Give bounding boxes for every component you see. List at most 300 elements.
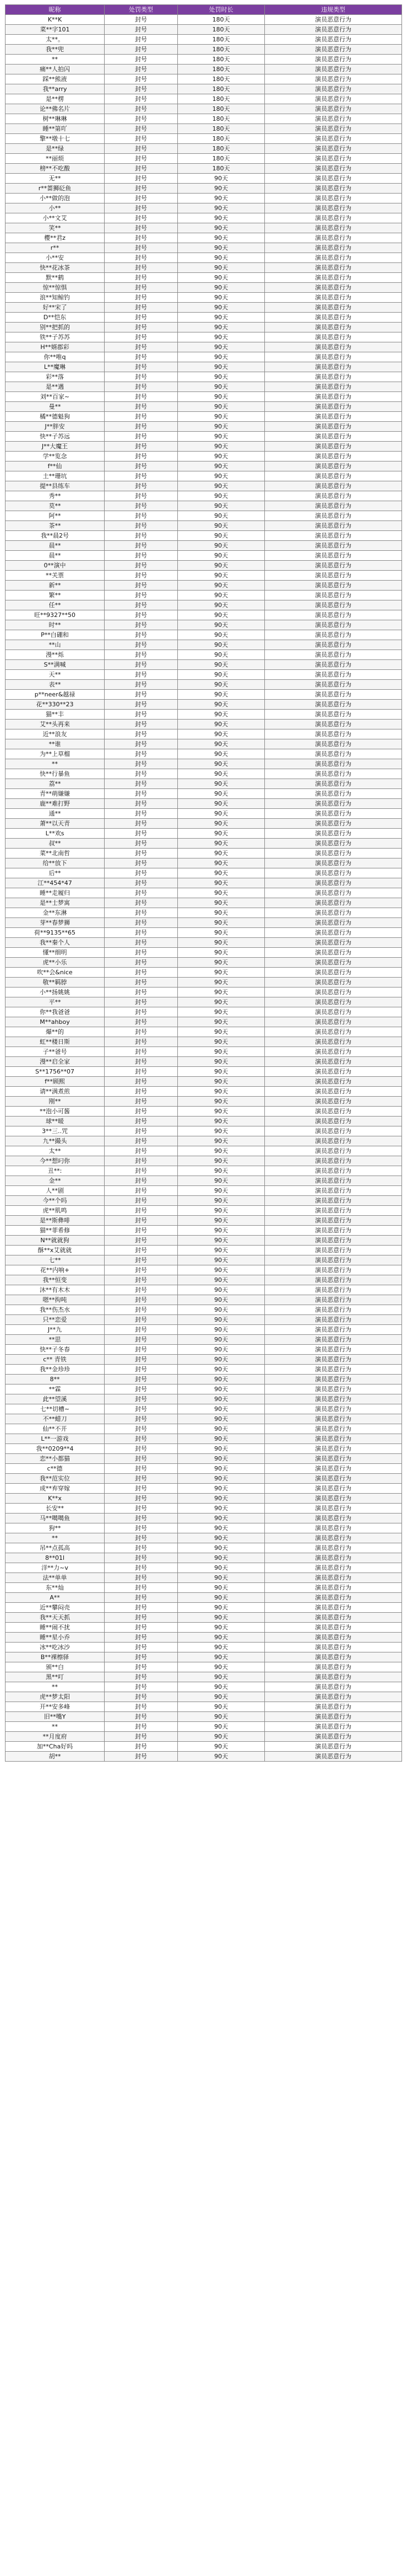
cell-duration: 90天	[178, 1434, 265, 1444]
cell-violation-type: 演员恶意行为	[265, 15, 402, 25]
table-row	[6, 1514, 402, 1523]
table-row	[6, 412, 402, 422]
table-row	[6, 1027, 402, 1037]
cell-nickname: 是**楞	[6, 94, 105, 104]
cell-violation-type: 演员恶意行为	[265, 1434, 402, 1444]
cell-violation-type: 演员恶意行为	[265, 1077, 402, 1087]
cell-penalty-type: 封号	[105, 1305, 178, 1315]
table-row	[6, 184, 402, 194]
cell-violation-type: 演员恶意行为	[265, 1007, 402, 1017]
cell-penalty-type: 封号	[105, 868, 178, 878]
cell-penalty-type: 封号	[105, 888, 178, 898]
table-row	[6, 1434, 402, 1444]
cell-duration: 90天	[178, 1315, 265, 1325]
cell-nickname: 黑**叮	[6, 1672, 105, 1682]
cell-penalty-type: 封号	[105, 164, 178, 174]
cell-violation-type: 演员恶意行为	[265, 680, 402, 690]
cell-duration: 90天	[178, 1702, 265, 1712]
cell-penalty-type: 封号	[105, 1494, 178, 1504]
cell-penalty-type: 封号	[105, 1394, 178, 1404]
cell-duration: 90天	[178, 878, 265, 888]
cell-penalty-type: 封号	[105, 1633, 178, 1643]
table-row	[6, 610, 402, 620]
table-row	[6, 948, 402, 958]
table-row	[6, 1037, 402, 1047]
cell-violation-type: 演员恶意行为	[265, 1226, 402, 1236]
cell-penalty-type: 封号	[105, 1434, 178, 1444]
cell-penalty-type: 封号	[105, 1504, 178, 1514]
table-row	[6, 293, 402, 303]
cell-duration: 180天	[178, 104, 265, 114]
cell-penalty-type: 封号	[105, 1236, 178, 1246]
cell-nickname: 请**满煮煎	[6, 1087, 105, 1097]
table-row	[6, 1186, 402, 1196]
cell-duration: 90天	[178, 1514, 265, 1523]
cell-violation-type: 演员恶意行为	[265, 442, 402, 452]
cell-nickname: 漫**启全家	[6, 1057, 105, 1067]
cell-duration: 90天	[178, 531, 265, 541]
cell-nickname: 铁**子苏苏	[6, 332, 105, 342]
cell-violation-type: 演员恶意行为	[265, 610, 402, 620]
table-row	[6, 1047, 402, 1057]
cell-duration: 90天	[178, 362, 265, 372]
cell-penalty-type: 封号	[105, 194, 178, 203]
table-row	[6, 1444, 402, 1454]
cell-duration: 90天	[178, 243, 265, 253]
cell-violation-type: 演员恶意行为	[265, 829, 402, 839]
table-row	[6, 1553, 402, 1563]
cell-nickname: 小**安	[6, 253, 105, 263]
cell-violation-type: 演员恶意行为	[265, 710, 402, 720]
cell-penalty-type: 封号	[105, 1652, 178, 1662]
table-row	[6, 1007, 402, 1017]
cell-duration: 90天	[178, 233, 265, 243]
cell-duration: 90天	[178, 829, 265, 839]
cell-penalty-type: 封号	[105, 1523, 178, 1533]
table-row	[6, 1236, 402, 1246]
table-row	[6, 1206, 402, 1216]
cell-violation-type: 演员恶意行为	[265, 839, 402, 849]
table-row	[6, 372, 402, 382]
cell-violation-type: 演员恶意行为	[265, 1504, 402, 1514]
penalty-table	[5, 4, 402, 1762]
cell-violation-type: 演员恶意行为	[265, 819, 402, 829]
cell-penalty-type: 封号	[105, 1643, 178, 1652]
cell-duration: 90天	[178, 1672, 265, 1682]
cell-penalty-type: 封号	[105, 1692, 178, 1702]
cell-duration: 90天	[178, 1603, 265, 1613]
table-row	[6, 1305, 402, 1315]
table-row	[6, 352, 402, 362]
cell-duration: 90天	[178, 1166, 265, 1176]
cell-nickname: 笑**	[6, 223, 105, 233]
cell-violation-type: 演员恶意行为	[265, 1553, 402, 1563]
cell-violation-type: 演员恶意行为	[265, 581, 402, 591]
cell-penalty-type: 封号	[105, 1156, 178, 1166]
cell-penalty-type: 封号	[105, 1454, 178, 1464]
cell-violation-type: 演员恶意行为	[265, 94, 402, 104]
cell-nickname: 擎**墩十七	[6, 134, 105, 144]
cell-duration: 180天	[178, 55, 265, 65]
table-row	[6, 839, 402, 849]
table-row	[6, 868, 402, 878]
cell-penalty-type: 封号	[105, 968, 178, 978]
cell-penalty-type: 封号	[105, 1067, 178, 1077]
table-row	[6, 74, 402, 84]
cell-violation-type: 演员恶意行为	[265, 35, 402, 45]
cell-violation-type: 演员恶意行为	[265, 1692, 402, 1702]
cell-nickname: 是**绿	[6, 144, 105, 154]
table-row	[6, 720, 402, 729]
cell-penalty-type: 封号	[105, 521, 178, 531]
cell-violation-type: 演员恶意行为	[265, 1623, 402, 1633]
cell-duration: 90天	[178, 1325, 265, 1335]
table-row	[6, 501, 402, 511]
cell-duration: 90天	[178, 610, 265, 620]
cell-penalty-type: 封号	[105, 1603, 178, 1613]
cell-nickname: 嗯**拘吨	[6, 1295, 105, 1305]
cell-violation-type: 演员恶意行为	[265, 253, 402, 263]
cell-penalty-type: 封号	[105, 323, 178, 332]
cell-nickname: 今**想叼你	[6, 1156, 105, 1166]
table-row	[6, 1365, 402, 1375]
table-row	[6, 1136, 402, 1146]
header-violation-type: 违规类型	[265, 5, 402, 15]
cell-penalty-type: 封号	[105, 551, 178, 561]
cell-duration: 90天	[178, 729, 265, 739]
cell-duration: 90天	[178, 501, 265, 511]
cell-nickname: 刚**	[6, 1097, 105, 1107]
cell-nickname: 叔**	[6, 839, 105, 849]
table-row	[6, 1533, 402, 1543]
cell-duration: 90天	[178, 1623, 265, 1633]
cell-penalty-type: 封号	[105, 1593, 178, 1603]
cell-nickname: 通**	[6, 809, 105, 819]
cell-duration: 90天	[178, 1107, 265, 1117]
cell-nickname: 旧**嘴Y	[6, 1712, 105, 1722]
cell-duration: 90天	[178, 1335, 265, 1345]
cell-nickname: P**白硼和	[6, 630, 105, 640]
table-row	[6, 1732, 402, 1742]
table-row	[6, 571, 402, 581]
cell-duration: 90天	[178, 1196, 265, 1206]
cell-nickname: 我**恒变	[6, 1275, 105, 1285]
cell-duration: 90天	[178, 1047, 265, 1057]
cell-duration: 90天	[178, 1414, 265, 1424]
cell-nickname: 芽**春梦狮	[6, 918, 105, 928]
cell-nickname: 爆**的	[6, 1027, 105, 1037]
table-row	[6, 1414, 402, 1424]
cell-penalty-type: 封号	[105, 342, 178, 352]
cell-violation-type: 演员恶意行为	[265, 640, 402, 650]
table-row	[6, 1275, 402, 1285]
cell-duration: 180天	[178, 74, 265, 84]
cell-nickname: 鹿**难打野	[6, 799, 105, 809]
table-row	[6, 511, 402, 521]
cell-nickname: 开**安多峰	[6, 1702, 105, 1712]
cell-duration: 90天	[178, 422, 265, 432]
cell-penalty-type: 封号	[105, 1355, 178, 1365]
cell-nickname: 睡**第吖	[6, 124, 105, 134]
cell-nickname: 痛**人拍闪	[6, 65, 105, 74]
cell-penalty-type: 封号	[105, 809, 178, 819]
cell-nickname: 为**上草榴	[6, 749, 105, 759]
cell-duration: 90天	[178, 1384, 265, 1394]
cell-penalty-type: 封号	[105, 144, 178, 154]
table-row	[6, 690, 402, 700]
cell-duration: 90天	[178, 1295, 265, 1305]
cell-violation-type: 演员恶意行为	[265, 452, 402, 461]
cell-violation-type: 演员恶意行为	[265, 154, 402, 164]
cell-penalty-type: 封号	[105, 1662, 178, 1672]
cell-duration: 90天	[178, 1017, 265, 1027]
cell-duration: 90天	[178, 1692, 265, 1702]
table-row	[6, 640, 402, 650]
cell-violation-type: 演员恶意行为	[265, 1216, 402, 1226]
cell-violation-type: 演员恶意行为	[265, 362, 402, 372]
cell-duration: 180天	[178, 15, 265, 25]
table-row	[6, 104, 402, 114]
cell-penalty-type: 封号	[105, 1315, 178, 1325]
table-row	[6, 1057, 402, 1067]
cell-violation-type: 演员恶意行为	[265, 184, 402, 194]
cell-nickname: 东**灿	[6, 1583, 105, 1593]
cell-penalty-type: 封号	[105, 1246, 178, 1255]
table-row	[6, 749, 402, 759]
cell-nickname: 是**斯彝啡	[6, 1216, 105, 1226]
table-row	[6, 898, 402, 908]
cell-duration: 90天	[178, 938, 265, 948]
cell-nickname: 睡**星小乔	[6, 1633, 105, 1643]
cell-duration: 90天	[178, 1394, 265, 1404]
cell-nickname: 小**文艾	[6, 213, 105, 223]
table-row	[6, 25, 402, 35]
cell-nickname: 3**三..咒	[6, 1126, 105, 1136]
cell-nickname: 丑**:	[6, 1166, 105, 1176]
cell-nickname: **	[6, 55, 105, 65]
cell-duration: 90天	[178, 928, 265, 938]
cell-penalty-type: 封号	[105, 600, 178, 610]
cell-duration: 90天	[178, 1593, 265, 1603]
cell-nickname: 茶**	[6, 521, 105, 531]
cell-duration: 90天	[178, 481, 265, 491]
cell-penalty-type: 封号	[105, 25, 178, 35]
cell-violation-type: 演员恶意行为	[265, 243, 402, 253]
table-row	[6, 273, 402, 283]
cell-penalty-type: 封号	[105, 1136, 178, 1146]
cell-nickname: 虎**小乐	[6, 958, 105, 968]
cell-nickname: 曼**	[6, 402, 105, 412]
cell-duration: 90天	[178, 1365, 265, 1375]
cell-nickname: 荔**	[6, 779, 105, 789]
cell-nickname: 默**鹤	[6, 273, 105, 283]
table-row	[6, 1543, 402, 1553]
cell-duration: 90天	[178, 1176, 265, 1186]
cell-violation-type: 演员恶意行为	[265, 600, 402, 610]
table-row	[6, 144, 402, 154]
cell-nickname: 彩**落	[6, 372, 105, 382]
cell-penalty-type: 封号	[105, 372, 178, 382]
cell-penalty-type: 封号	[105, 1097, 178, 1107]
cell-nickname: 吹**会&nice	[6, 968, 105, 978]
cell-violation-type: 演员恶意行为	[265, 1325, 402, 1335]
cell-violation-type: 演员恶意行为	[265, 1563, 402, 1573]
table-row	[6, 1662, 402, 1672]
cell-violation-type: 演员恶意行为	[265, 203, 402, 213]
cell-nickname: D**恺东	[6, 313, 105, 323]
table-row	[6, 1117, 402, 1126]
table-row	[6, 35, 402, 45]
cell-penalty-type: 封号	[105, 253, 178, 263]
cell-nickname: 你**我爸爸	[6, 1007, 105, 1017]
cell-violation-type: 演员恶意行为	[265, 1315, 402, 1325]
table-row	[6, 233, 402, 243]
cell-nickname: 花**内响+	[6, 1265, 105, 1275]
cell-violation-type: 演员恶意行为	[265, 1543, 402, 1553]
cell-nickname: **霖	[6, 1384, 105, 1394]
cell-violation-type: 演员恶意行为	[265, 541, 402, 551]
cell-duration: 90天	[178, 432, 265, 442]
cell-violation-type: 演员恶意行为	[265, 1444, 402, 1454]
cell-violation-type: 演员恶意行为	[265, 481, 402, 491]
cell-duration: 90天	[178, 1255, 265, 1265]
table-row	[6, 630, 402, 640]
cell-duration: 90天	[178, 174, 265, 184]
cell-penalty-type: 封号	[105, 1226, 178, 1236]
cell-violation-type: 演员恶意行为	[265, 1583, 402, 1593]
cell-nickname: **	[6, 1722, 105, 1732]
cell-penalty-type: 封号	[105, 1335, 178, 1345]
cell-duration: 180天	[178, 124, 265, 134]
cell-penalty-type: 封号	[105, 283, 178, 293]
cell-nickname: 颁**白	[6, 1662, 105, 1672]
cell-duration: 90天	[178, 997, 265, 1007]
cell-violation-type: 演员恶意行为	[265, 1107, 402, 1117]
cell-nickname: 我**伤杰水	[6, 1305, 105, 1315]
cell-penalty-type: 封号	[105, 1672, 178, 1682]
cell-duration: 90天	[178, 888, 265, 898]
cell-penalty-type: 封号	[105, 392, 178, 402]
cell-duration: 90天	[178, 1216, 265, 1226]
cell-penalty-type: 封号	[105, 819, 178, 829]
cell-nickname: **	[6, 1682, 105, 1692]
cell-duration: 180天	[178, 144, 265, 154]
cell-penalty-type: 封号	[105, 1573, 178, 1583]
table-row	[6, 829, 402, 839]
table-row	[6, 1315, 402, 1325]
cell-penalty-type: 封号	[105, 1444, 178, 1454]
cell-violation-type: 演员恶意行为	[265, 997, 402, 1007]
cell-duration: 180天	[178, 35, 265, 45]
cell-violation-type: 演员恶意行为	[265, 402, 402, 412]
cell-violation-type: 演员恶意行为	[265, 1087, 402, 1097]
cell-duration: 90天	[178, 1444, 265, 1454]
cell-violation-type: 演员恶意行为	[265, 630, 402, 640]
cell-duration: 180天	[178, 25, 265, 35]
cell-duration: 90天	[178, 1305, 265, 1315]
cell-nickname: K**x	[6, 1494, 105, 1504]
cell-duration: 90天	[178, 1186, 265, 1196]
cell-penalty-type: 封号	[105, 332, 178, 342]
table-row	[6, 432, 402, 442]
cell-violation-type: 演员恶意行为	[265, 670, 402, 680]
cell-duration: 90天	[178, 690, 265, 700]
cell-violation-type: 演员恶意行为	[265, 422, 402, 432]
cell-nickname: L**魔琳	[6, 362, 105, 372]
cell-duration: 90天	[178, 471, 265, 481]
cell-duration: 90天	[178, 571, 265, 581]
table-row	[6, 134, 402, 144]
table-row	[6, 789, 402, 799]
cell-penalty-type: 封号	[105, 1404, 178, 1414]
cell-nickname: 8**	[6, 1375, 105, 1384]
cell-violation-type: 演员恶意行为	[265, 1305, 402, 1315]
cell-duration: 90天	[178, 858, 265, 868]
cell-nickname: 漫**烁	[6, 650, 105, 660]
cell-duration: 90天	[178, 541, 265, 551]
cell-duration: 90天	[178, 948, 265, 958]
cell-duration: 90天	[178, 382, 265, 392]
cell-penalty-type: 封号	[105, 1384, 178, 1394]
cell-duration: 90天	[178, 1027, 265, 1037]
cell-penalty-type: 封号	[105, 243, 178, 253]
cell-duration: 90天	[178, 491, 265, 501]
cell-penalty-type: 封号	[105, 670, 178, 680]
table-row	[6, 442, 402, 452]
cell-duration: 90天	[178, 1375, 265, 1384]
cell-penalty-type: 封号	[105, 1126, 178, 1136]
cell-penalty-type: 封号	[105, 1087, 178, 1097]
cell-violation-type: 演员恶意行为	[265, 293, 402, 303]
cell-penalty-type: 封号	[105, 918, 178, 928]
cell-duration: 180天	[178, 84, 265, 94]
cell-penalty-type: 封号	[105, 898, 178, 908]
cell-nickname: f**顾熙	[6, 1077, 105, 1087]
table-row	[6, 1146, 402, 1156]
table-row	[6, 1097, 402, 1107]
cell-penalty-type: 封号	[105, 362, 178, 372]
cell-penalty-type: 封号	[105, 720, 178, 729]
cell-violation-type: 演员恶意行为	[265, 342, 402, 352]
cell-duration: 90天	[178, 988, 265, 997]
cell-nickname: 论**佛名片	[6, 104, 105, 114]
cell-violation-type: 演员恶意行为	[265, 372, 402, 382]
cell-nickname: B**裸檫驿	[6, 1652, 105, 1662]
table-row	[6, 541, 402, 551]
cell-nickname: 秀**	[6, 491, 105, 501]
cell-penalty-type: 封号	[105, 1514, 178, 1523]
cell-penalty-type: 封号	[105, 273, 178, 283]
cell-penalty-type: 封号	[105, 1107, 178, 1117]
table-row	[6, 481, 402, 491]
cell-duration: 90天	[178, 561, 265, 571]
cell-duration: 90天	[178, 640, 265, 650]
cell-duration: 90天	[178, 412, 265, 422]
cell-penalty-type: 封号	[105, 729, 178, 739]
cell-violation-type: 演员恶意行为	[265, 1345, 402, 1355]
table-row	[6, 402, 402, 412]
cell-penalty-type: 封号	[105, 313, 178, 323]
cell-nickname: c** 青铁	[6, 1355, 105, 1365]
cell-duration: 90天	[178, 1275, 265, 1285]
table-row	[6, 283, 402, 293]
cell-duration: 90天	[178, 1117, 265, 1126]
cell-duration: 90天	[178, 213, 265, 223]
table-row	[6, 1593, 402, 1603]
cell-violation-type: 演员恶意行为	[265, 521, 402, 531]
cell-duration: 90天	[178, 283, 265, 293]
cell-violation-type: 演员恶意行为	[265, 1682, 402, 1692]
